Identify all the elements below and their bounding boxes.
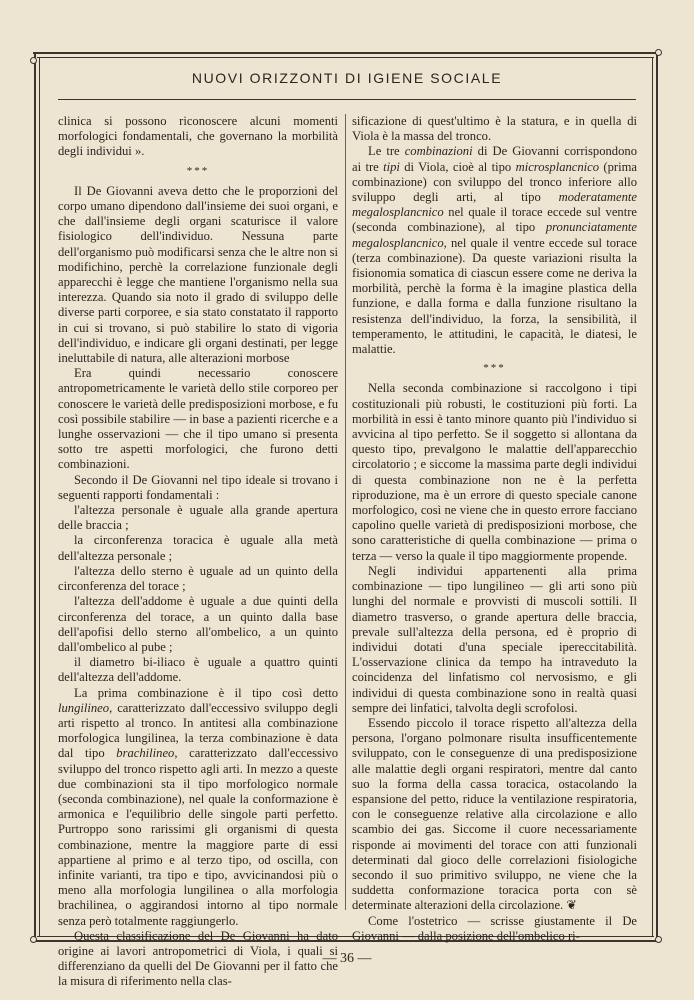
frame-corner-ornament bbox=[655, 936, 662, 943]
page-number: — 36 — bbox=[322, 951, 372, 966]
paragraph: Il De Giovanni aveva detto che le proporzioni del corpo umano dipendono dall'insieme dei suoi organi, e che dall'insieme degli organi scaturisce il valore fisiologico dell'individuo. Nessuna parte dell'organismo può modificarsi senza che le altre non si modifichino, perchè la correlazione funzionale degli apparecchi è legge che mantiene l'organismo nella sua interezza. Quando sia noto il grado di sviluppo delle diverse parti corporee, e sia stato constatato il rapporto in cui si trovano, si può stabilire lo stato di vigoria dell'individuo, e indicare gli organi destinati, per legge ineluttabile di natura, alle alterazioni morbose bbox=[58, 183, 338, 366]
paragraph: sificazione di quest'ultimo è la statura, e in quella di Viola è la massa del tronco. bbox=[352, 114, 637, 144]
column-divider bbox=[345, 114, 346, 910]
paragraph: l'altezza dello sterno è uguale ad un quinto della circonferenza del torace ; bbox=[58, 563, 338, 594]
paragraph: Era quindi necessario conoscere antropometricamente le varietà dello stile corporeo per conoscere le varietà delle predisposizioni morbose, e fu così possibile stabilire — in base a pazienti ricerche e a lunghe osservazioni — che il tipo umano si presenta sotto tre aspetti morfologici, che furono detti combinazioni. bbox=[58, 366, 338, 472]
paragraph: il diametro bi-iliaco è uguale a quattro quinti dell'altezza dell'addome. bbox=[58, 655, 338, 685]
paragraph: La prima combinazione è il tipo così detto lungilineo, caratterizzato dall'eccessivo sviluppo degli arti rispetto al tronco. In antitesi alla combinazione morfologica lungilinea, la terza combinazione è data dal tipo brachilineo, caratterizzato dall'eccessivo sviluppo del tronco rispetto agli arti. In mezzo a queste due combinazioni sta il tipo morfologico normale (seconda combinazione), nel quale la conformazione è armonica e l'equilibrio delle singole parti perfetto. Purtroppo sono rarissimi gli organismi di questa combinazione, mentre la maggiore parte di essi appartiene al primo e al terzo tipo, od oscilla, con infinite varianti, tra tipo e tipo, avvicinandosi più o meno alla morfologia lungilinea o alla morfologia brachilinea, o aggirandosi intorno al tipo normale senza però totalmente raggiungerlo. bbox=[58, 685, 338, 928]
header-rule bbox=[58, 99, 636, 100]
right-text-column bbox=[352, 114, 637, 943]
frame-corner-ornament bbox=[655, 49, 662, 56]
paragraph: l'altezza dell'addome è uguale a due quinti della circonferenza del torace, a un quinto dalla base dell'apofisi dello sterno all'ombelico, a un quinto dall'ombelico al pube ; bbox=[58, 594, 338, 654]
paragraph: la circonferenza toracica è uguale alla metà dell'altezza personale ; bbox=[58, 533, 338, 563]
paragraph: Negli individui appartenenti alla prima combinazione — tipo lungilineo — gli arti sono più lunghi del normale e provvisti di muscoli sottili. Il diametro trasverso, o grande apertura delle braccia, prevale sull'altezza della persona, ed è proprio di individui dotati d'una speciale ipereccitabilità. L'osservazione clinica da tempo ha intraveduto la coincidenza del linfatismo col nervosismo, e gli individui di questa combinazione sono in realtà quasi sempre dei linfatici, talvolta degli scrofolosi. bbox=[352, 563, 637, 715]
section-separator: *** bbox=[186, 164, 210, 177]
frame-right-rule-thin bbox=[652, 57, 653, 937]
frame-top-rule bbox=[33, 52, 658, 54]
paragraph: Questa classificazione del De Giovanni ha dato origine ai lavori antropometrici di Viola, i quali si differenziano da quelli del De Giovanni per il fatto che la misura di riferimento nella clas- bbox=[58, 928, 338, 989]
paragraph: clinica si possono riconoscere alcuni momenti morfologici fondamentali, che governano la morbilità degli individui ». bbox=[58, 114, 338, 159]
frame-right-rule bbox=[656, 52, 658, 942]
frame-left-rule-thin bbox=[39, 57, 40, 937]
left-text-column bbox=[58, 114, 338, 989]
paragraph: Le tre combinazioni di De Giovanni corrispondono ai tre tipi di Viola, cioè al tipo microsplancnico (prima combinazione) con sviluppo del tronco inferiore allo sviluppo degli arti, al tipo moderatamente megalosplancnico nel quale il torace eccede sul ventre (seconda combinazione), al tipo pronunciatamente megalosplancnico, nel quale il ventre eccede sul torace (terza combinazione). Da queste variazioni risulta la fisionomia somatica di ciascun essere come ne deriva la morbilità, perchè la forma è la imagine plastica della funzione, e dalla forma e dalla funzione risultano la resistenza dell'individuo, la forza, la sensibilità, il temperamento, le attitudini, le capacità, le diatesi, le malattie. bbox=[352, 144, 637, 357]
frame-corner-ornament bbox=[30, 936, 37, 943]
paragraph: Secondo il De Giovanni nel tipo ideale si trovano i seguenti rapporti fondamentali : bbox=[58, 472, 338, 502]
frame-top-rule-thin bbox=[37, 57, 654, 58]
frame-left-rule bbox=[34, 52, 36, 942]
paragraph: Nella seconda combinazione si raccolgono i tipi costituzionali più robusti, le costituzioni più forti. La morbilità in essi è tanto minore quanto più l'individuo si avvicina al tipo perfetto. Se il soggetto si allontana da questo tipo, prevalgono le malattie dell'apparecchio circolatorio ; e siccome la massima parte degli individui di questa combinazione non ne è la perfetta riproduzione, ma è un errore di questo speciale canone morfologico, così ne viene che in questo errore facciano capolino quelle varietà di predisposizioni morbose, che sono caratteristiche di quella combinazione — prima o terza — verso la quale il tipo maggiormente propende. bbox=[352, 381, 637, 563]
section-separator: *** bbox=[483, 362, 506, 375]
paragraph: l'altezza personale è uguale alla grande apertura delle braccia ; bbox=[58, 503, 338, 533]
running-header: NUOVI ORIZZONTI DI IGIENE SOCIALE bbox=[191, 70, 503, 86]
paragraph: Essendo piccolo il torace rispetto all'altezza della persona, l'organo polmonare risulta insufficentemente sviluppato, con le conseguenze di una predisposizione alle malattie degli organi respiratori, mentre dal canto suo la forma della cassa toracica, ostacolando la espansione del petto, riduce la ventilazione respiratoria, con le conseguenze relative alla circolazione e allo scambio dei gas. Siccome il cuore necessariamente risponde ai movimenti del torace con atti funzionali determinati dal gioco delle correlazioni fisiologiche secondo il suo primitivo sviluppo, ne viene che la suddetta conformazione toracica porta con sè determinate alterazioni della circolazione. ❦ bbox=[352, 715, 637, 913]
frame-corner-ornament bbox=[30, 57, 37, 64]
paragraph: Come l'ostetrico — scrisse giustamente il De Giovanni — dalla posizione dell'ombelico ri- bbox=[352, 913, 637, 943]
